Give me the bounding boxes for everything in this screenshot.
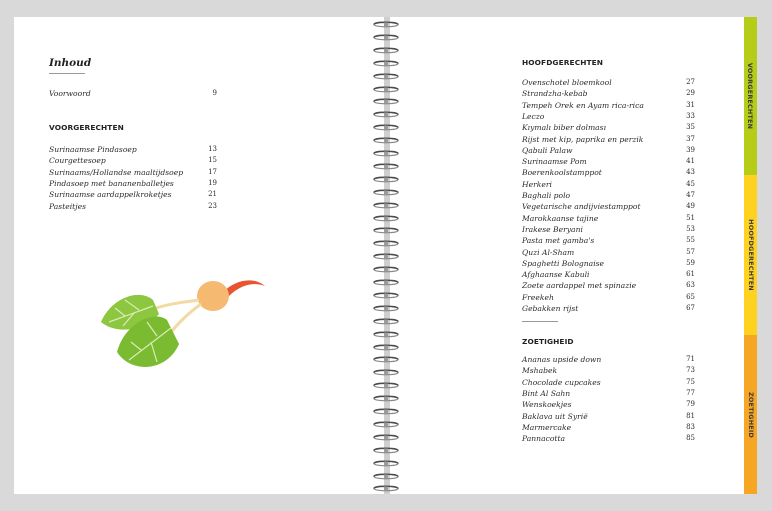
toc-row[interactable] xyxy=(522,388,695,399)
toc-entry-label: Spaghetti Bolognaise xyxy=(522,258,605,268)
toc-entry-page: 79 xyxy=(686,400,695,409)
binding-ring xyxy=(372,433,400,442)
tab-hoofdgerechten[interactable] xyxy=(744,175,757,335)
toc-entry-page: 73 xyxy=(686,366,695,375)
binding-ring xyxy=(372,330,400,339)
toc-entry-page: 63 xyxy=(686,281,695,290)
toc-entry-label: Chocolade cupcakes xyxy=(522,377,601,387)
toc-entry-page: 45 xyxy=(686,179,695,188)
toc-entry-page: 31 xyxy=(686,100,695,109)
binding-ring xyxy=(372,317,400,326)
toc-entry-page: 43 xyxy=(686,168,695,177)
binding-ring xyxy=(372,188,400,197)
toc-row[interactable] xyxy=(522,292,695,303)
toc-row[interactable] xyxy=(522,365,695,376)
binding-ring xyxy=(372,201,400,210)
toc-entry-label: Marokkaanse tajine xyxy=(522,213,599,223)
toc-entry-page: 35 xyxy=(686,123,695,132)
toc-row[interactable] xyxy=(522,100,695,111)
toc-row[interactable] xyxy=(49,189,217,200)
toc-entry-label: Tempeh Orek en Ayam rica-rica xyxy=(522,100,644,110)
toc-row[interactable] xyxy=(522,433,695,444)
toc-entry-label: Quzi Al-Sham xyxy=(522,247,575,257)
toc-entry-label: Voorwoord xyxy=(49,89,91,98)
toc-entry-page: 21 xyxy=(208,190,217,199)
toc-entry-label: Leczo xyxy=(522,111,545,121)
toc-entry-label: Ananas upside down xyxy=(522,355,602,364)
toc-entry-page: 27 xyxy=(686,78,695,86)
toc-row[interactable] xyxy=(522,179,695,190)
toc-entry-page: 59 xyxy=(686,258,695,267)
toc-row[interactable] xyxy=(522,411,695,422)
toc-entry-page: 29 xyxy=(686,89,695,98)
binding-ring xyxy=(372,214,400,223)
toc-entry-label: Zoete aardappel met spinazie xyxy=(522,281,637,291)
toc-row[interactable] xyxy=(522,247,695,258)
binding-ring xyxy=(372,291,400,300)
title-divider xyxy=(49,73,85,74)
toc-row[interactable] xyxy=(522,399,695,410)
toc-row[interactable] xyxy=(522,354,695,365)
binding-ring xyxy=(372,278,400,287)
toc-entry-page: 41 xyxy=(686,157,695,166)
binding-ring xyxy=(372,343,400,352)
toc-title: Inhoud xyxy=(49,57,92,69)
toc-row[interactable] xyxy=(522,88,695,99)
toc-entry-page: 39 xyxy=(686,145,695,154)
binding-ring xyxy=(372,72,400,81)
binding-ring xyxy=(372,381,400,390)
toc-entry-label: Wenskoekjes xyxy=(522,400,572,410)
binding-ring xyxy=(372,252,400,261)
toc-entry-label: Marmercake xyxy=(522,422,572,432)
toc-row[interactable] xyxy=(49,155,217,166)
toc-entry-label: Freekeh xyxy=(522,292,554,302)
toc-entry-label: Baghali polo xyxy=(522,191,571,200)
toc-row[interactable] xyxy=(522,213,695,224)
toc-entry-label: Surinaams/Hollandse maaltijdsoep xyxy=(49,167,184,177)
toc-entry-page: 83 xyxy=(686,422,695,431)
binding-ring xyxy=(372,446,400,455)
section-divider xyxy=(522,321,558,322)
toc-entry-label: Afghaanse Kabuli xyxy=(522,270,590,280)
toc-row[interactable] xyxy=(522,201,695,212)
toc-entry-page: 53 xyxy=(686,224,695,233)
toc-row[interactable] xyxy=(522,167,695,178)
toc-entry-label: Vegetarische andijviestamppot xyxy=(522,202,641,212)
toc-row[interactable] xyxy=(522,377,695,388)
binding-ring xyxy=(372,407,400,416)
toc-entry-page: 13 xyxy=(208,145,217,153)
toc-row[interactable] xyxy=(49,144,217,155)
toc-row[interactable] xyxy=(49,178,217,189)
toc-row[interactable] xyxy=(522,134,695,145)
section-heading-zoetigheid: ZOETIGHEID xyxy=(522,337,574,346)
toc-entry-page: 49 xyxy=(686,202,695,211)
toc-entry-page: 61 xyxy=(686,270,695,279)
binding-ring xyxy=(372,304,400,313)
tab-label: VOORGERECHTEN xyxy=(746,62,755,130)
toc-entry-label: Ovenschotel bloemkool xyxy=(522,78,612,87)
toc-row[interactable] xyxy=(522,258,695,269)
toc-row[interactable] xyxy=(522,190,695,201)
toc-entry-label: Gebakken rijst xyxy=(522,304,579,313)
toc-entry-label: Kıymalı biber dolması xyxy=(522,123,606,133)
toc-entry-page: 23 xyxy=(208,201,217,210)
tab-voorgerechten[interactable] xyxy=(744,17,757,175)
binding-ring xyxy=(372,484,400,493)
toc-row-voorwoord[interactable] xyxy=(49,88,217,99)
toc-entry-page: 33 xyxy=(686,111,695,120)
toc-entry-page: 51 xyxy=(686,213,695,222)
binding-ring xyxy=(372,97,400,106)
toc-row[interactable] xyxy=(522,422,695,433)
toc-row[interactable] xyxy=(522,269,695,280)
toc-entry-page: 65 xyxy=(686,292,695,301)
toc-entry-label: Qabuli Palaw xyxy=(522,145,573,155)
toc-row[interactable] xyxy=(49,167,217,178)
toc-entry-page: 71 xyxy=(686,355,695,363)
toc-row[interactable] xyxy=(522,156,695,167)
toc-entry-page: 57 xyxy=(686,247,695,256)
binding-ring xyxy=(372,394,400,403)
toc-entry-label: Mshabek xyxy=(522,366,558,376)
binding-ring xyxy=(372,149,400,158)
binding-ring xyxy=(372,123,400,132)
toc-row[interactable] xyxy=(522,235,695,246)
toc-entry-page: 9 xyxy=(212,89,217,97)
toc-entry-label: Bint Al Sahn xyxy=(522,388,571,398)
binding-ring xyxy=(372,239,400,248)
binding-ring xyxy=(372,420,400,429)
section-heading-hoofdgerechten: HOOFDGERECHTEN xyxy=(522,58,604,67)
toc-entry-label: Surinaamse Pom xyxy=(522,157,587,167)
toc-entry-label: Herkeri xyxy=(522,179,552,189)
toc-entry-label: Courgettesoep xyxy=(49,156,106,166)
toc-entry-label: Boerenkoolstamppot xyxy=(522,168,602,178)
toc-entry-label: Surinaamse aardappelkroketjes xyxy=(49,190,172,200)
tab-zoetigheid[interactable] xyxy=(744,335,757,494)
tab-label: ZOETIGHEID xyxy=(746,391,755,438)
toc-row[interactable] xyxy=(522,122,695,133)
section-heading-voorgerechten: VOORGERECHTEN xyxy=(49,123,124,132)
toc-row[interactable] xyxy=(522,111,695,122)
binding-ring xyxy=(372,368,400,377)
toc-row[interactable] xyxy=(522,145,695,156)
toc-entry-label: Strandzha-kebab xyxy=(522,89,588,99)
toc-entry-page: 55 xyxy=(686,236,695,245)
binding-ring xyxy=(372,162,400,171)
toc-entry-page: 67 xyxy=(686,304,695,312)
toc-row[interactable] xyxy=(522,303,695,314)
toc-entry-page: 47 xyxy=(686,191,695,199)
beet-icon xyxy=(95,270,270,380)
toc-entry-page: 81 xyxy=(686,411,695,420)
toc-entry-page: 15 xyxy=(208,156,217,165)
toc-entry-label: Pasteitjes xyxy=(49,201,86,211)
toc-entry-label: Rijst met kip, paprika en perzik xyxy=(522,134,644,144)
toc-row[interactable] xyxy=(522,77,695,88)
binding-ring xyxy=(372,136,400,145)
binding-ring xyxy=(372,472,400,481)
binding-ring xyxy=(372,20,400,29)
toc-row[interactable] xyxy=(49,201,217,212)
binding-ring xyxy=(372,85,400,94)
binding-ring xyxy=(372,33,400,42)
binding-ring xyxy=(372,110,400,119)
binding-ring xyxy=(372,265,400,274)
toc-entry-page: 37 xyxy=(686,134,695,143)
toc-entry-label: Pannacotta xyxy=(522,434,566,444)
toc-entry-label: Irakese Beryani xyxy=(522,224,583,234)
toc-entry-page: 17 xyxy=(208,167,217,176)
binding-ring xyxy=(372,46,400,55)
toc-entry-page: 75 xyxy=(686,377,695,386)
binding-ring xyxy=(372,175,400,184)
toc-entry-label: Pindasoep met bananenballetjes xyxy=(49,178,174,188)
toc-entry-label: Surinaamse Pindasoep xyxy=(49,145,137,154)
toc-entry-page: 77 xyxy=(686,388,695,397)
toc-entry-label: Pasta met gamba's xyxy=(522,236,595,246)
toc-entry-label: Baklava uit Syrië xyxy=(522,411,588,421)
toc-entry-page: 19 xyxy=(208,178,217,187)
tab-label: HOOFDGERECHTEN xyxy=(746,219,755,291)
toc-row[interactable] xyxy=(522,280,695,291)
binding-ring xyxy=(372,226,400,235)
toc-entry-page: 85 xyxy=(686,434,695,443)
binding-ring xyxy=(372,59,400,68)
binding-ring xyxy=(372,355,400,364)
binding-ring xyxy=(372,459,400,468)
toc-row[interactable] xyxy=(522,224,695,235)
